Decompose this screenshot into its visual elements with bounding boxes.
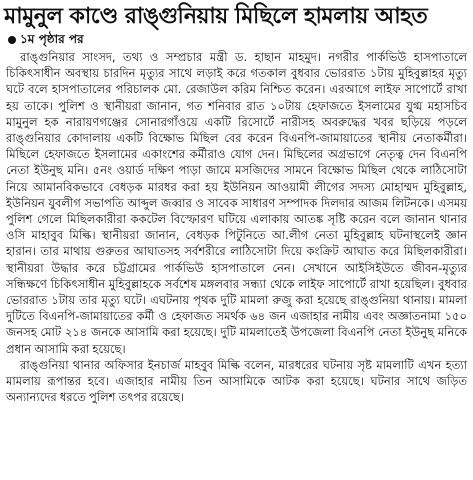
article-paragraph-1: রাঙ্গুনিয়ার সাংসদ, তথ্য ও সম্প্রচার মন্ত্রী ড. হাছান মাহমুদ। নগরীর পার্কভিউ হাসপাতালে চিকিৎসাধীন অবস্থায় চারদিন মৃত্যুর সাথে লড়াই করে গতকাল বুধবার ভোররাত ১টায় মুহিবুল্লাহর মৃত্যু ঘটে বলে হাসপাতালের পরিচালক মো. রেজাউল করিম নিশ্চিত করেন। এরআগে লাইফ সাপোর্টে রাখা হয় তাকে। পুলিশ ও স্থানীয়রা জানান, গত শনিবার রাত ১০টায় হেফাজতে ইসলামের যুগ্ম মহাসচিব মামুনুল হক নারায়ণগঞ্জের সোনারগাঁওয়ে একটি রিসোর্টে নারীসহ অবরুদ্ধের খবর ছড়িয়ে পড়লে রাঙ্গুনিয়ার কোদালায় একটি বিক্ষোভ মিছিল বের করেন বিএনপি-জামায়াতের স্থানীয় নেতাকর্মীরা। মিছিলে হেফাজতে ইসলামের একাংশের কর্মীরাও যোগ দেন। মিছিলের অগ্রভাগে নেতৃত্ব দেন বিএনপি নেতা ইউনুছ মনি। ৫নং ওয়ার্ড দক্ষিণ পাড়া জামে মসজিদের সামনে বিক্ষোভ মিছিল থেকে লাঠিসোটা নিয়ে আমানবিকভাবে বেধড়ক মারধর করা হয় ইউনিয়ন আওয়ামী লীগের সদস্য মোহাম্মদ মুহিবুল্লাহ, ইউনিয়ন যুবলীগ সভাপতি আব্দুল জব্বার ও সাবেক সাধারণ সম্পাদক দিলদার আজম লিটনকে। এসময় পুলিশ গেলে মিছিলকারীরা ককটেল বিস্ফোরণ ঘটিয়ে এলাকায় আতঙ্ক সৃষ্টি করেন বলে জানান থানার ওসি মাহাবুব মিল্কি। স্থানীয়রা জানান, বেধড়ক পিটুনিতে আ.লীগ নেতা মুহিবুল্লাহ ঘটনাস্থলেই জ্ঞান হারান। তার মাথায় গুরুতর আঘাতসহ সর্বশরীরে লাঠিসোটা দিয়ে কংক্রিট আঘাত করে মিছিলকারীরা। স্থানীয়রা উদ্ধার করে চট্টগ্রামের পার্কভিউ হাসপাতালে নেন। সেখানে আইসিইউতে জীবন-মৃত্যুর সন্ধিক্ষণে চিকিৎসাধীন মুহিবুল্লাহকে সর্বশেষ মঙ্গলবার সন্ধ্যা থেকে লাইফ সাপোর্টে রাখা হয়েছিল। বুধবার ভোররাত ১টায় তার মৃত্যু ঘটে। এঘটনায় পৃথক দুটি মামলা রুজু করা হয়েছে রাঙ্গুনিয়া থানায়। মামলা দুটিতে বিএনপি-জামায়াতের কর্মী ও হেফাজত সমর্থক ৬৪ জন এজাহার নামীয় এবং অজ্ঞাতনামা ১৫০ জনসহ মোট ২১৪ জনকে আসামি করা হয়েছে। দুটি মামলাতেই উপজেলা বিএনপি নেতা ইউনুছ মনিকে প্রধান আসামি করা হয়েছে। (6, 50, 467, 356)
bullet-icon (8, 36, 16, 44)
article-paragraph-2: রাঙ্গুনিয়া থানার অফিসার ইনচার্জ মাহবুব মিল্কি বলেন, মারধরের ঘটনায় সৃষ্ট মামলাটি এখন হত্যা মামলায় রূপান্তর হবে। এজাহার নামীয় তিন আসামিকে আটক করা হয়েছে। ঘটনার সাথে জড়িত অন্যান্যদের ধরতে পুলিশ তৎপর রয়েছে। (6, 357, 467, 405)
headline: মামুনুল কাণ্ডে রাঙ্গুনিয়ায় মিছিলে হামলায় আহত (4, 4, 428, 29)
continuation-text: ১ম পৃষ্ঠার পর (20, 32, 84, 46)
continuation-note (0, 32, 473, 47)
